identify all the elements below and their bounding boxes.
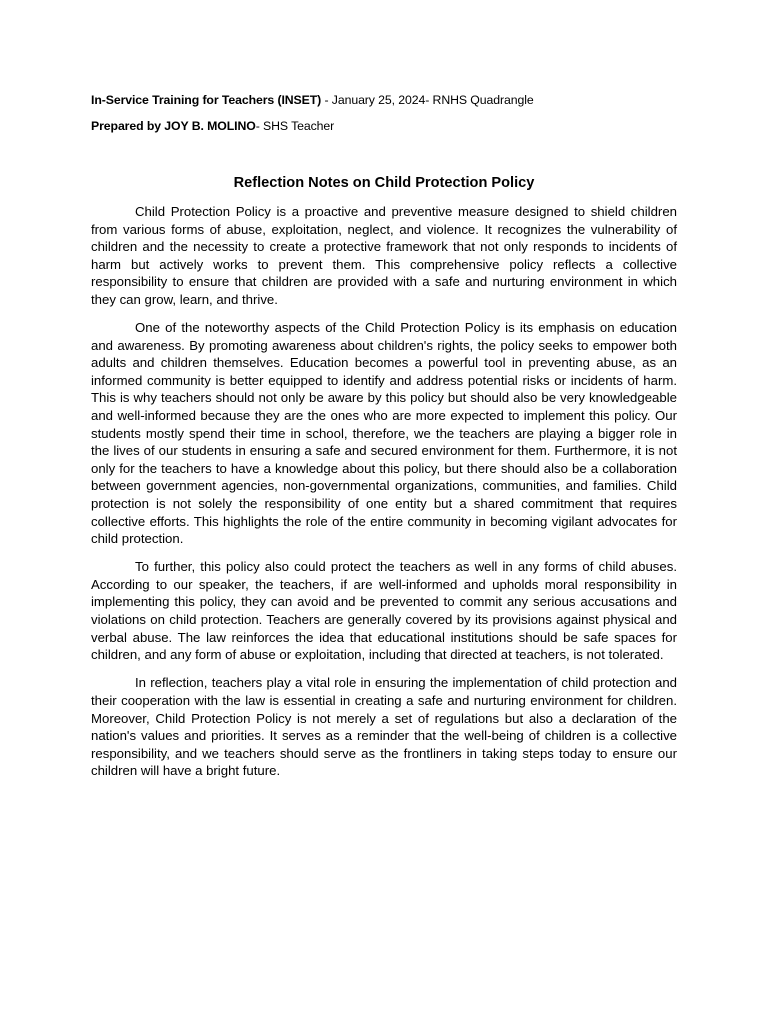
author-name: Prepared by JOY B. MOLINO [91,119,256,133]
paragraph-reflection: In reflection, teachers play a vital role in ensuring the implementation of child protection and their cooperation with the law is essential in creating a safe and nurturing environment for children. Moreover, Child Protection Policy is not merely a set of regulations but also a declaration of the nation's values and priorities. It serves as a reminder that the well-being of children is a collective responsibility, and we teachers should serve as the frontliners in taking steps today to ensure our children will have a bright future. [91,675,677,779]
training-title: In-Service Training for Teachers (INSET) [91,93,322,107]
paragraph-teacher-protection: To further, this policy also could protect the teachers as well in any forms of child abuses. According to our speaker, the teachers, if are well-informed and upholds moral responsibility in implementing this policy, they can avoid and be prevented to commit any serious accusations and violations on child protection. Teachers are generally covered by its provisions against physical and verbal abuse. The law reinforces the idea that educational institutions should be safe spaces for children, and any form of abuse or exploitation, including that directed at teachers, is not tolerated. [91,559,677,663]
author-line [91,118,334,135]
training-info-line [91,92,534,109]
author-role: - SHS Teacher [255,119,335,133]
document-body [91,203,677,790]
paragraph-intro: Child Protection Policy is a proactive and preventive measure designed to shield children from various forms of abuse, exploitation, neglect, and violence. It recognizes the vulnerability of children and the necessity to create a protective framework that not only responds to incidents of harm but actively works to prevent them. This comprehensive policy reflects a collective responsibility to ensure that children are provided with a safe and nurturing environment in which they can grow, learn, and thrive. [91,204,677,307]
training-details: - January 25, 2024- RNHS Quadrangle [321,93,534,107]
paragraph-education: One of the noteworthy aspects of the Child Protection Policy is its emphasis on education and awareness. By promoting awareness about children's rights, the policy seeks to empower both adults and children themselves. Education becomes a powerful tool in preventing abuse, as an informed community is better equipped to identify and address potential risks or incidents of harm. This is why teachers should not only be aware by this policy but should also be very knowledgeable and well-informed because they are the ones who are more expected to implement this policy. Our students mostly spend their time in school, therefore, we the teachers are playing a bigger role in the lives of our students in ensuring a safe and secured environment for them. Furthermore, it is not only for the teachers to have a knowledge about this policy, but there should also be a collaboration between government agencies, non-governmental organizations, communities, and families. Child protection is not solely the responsibility of one entity but a shared commitment that requires collective efforts. This highlights the role of the entire community in becoming vigilant advocates for child protection. [91,320,677,547]
document-title: Reflection Notes on Child Protection Policy [233,175,535,191]
